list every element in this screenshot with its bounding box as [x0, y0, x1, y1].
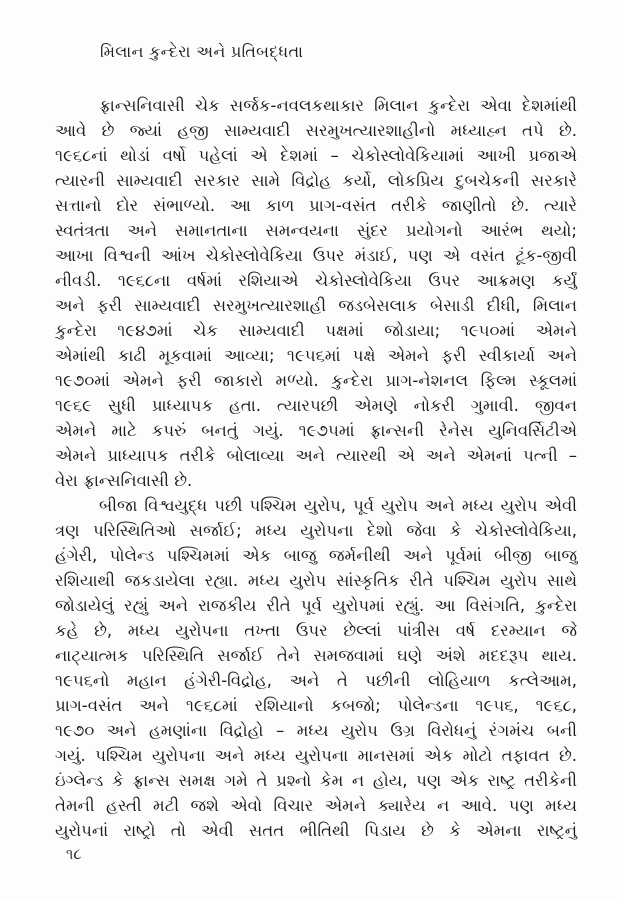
text-line: ઇંગ્લેન્ડ કે ફ્રાન્સ સમક્ષ ગમે તે પ્રશ્નો કેમ ન હોય, પણ એક રાષ્ટ્ર તરીકેની — [55, 771, 577, 790]
text-line: એમને પ્રાધ્યાપક તરીકે બોલાવ્યા અને ત્યારથી એ અને એમનાં પત્ની – — [55, 446, 577, 465]
text-line: અને ફરી સામ્યવાદી સરમુખત્યારશાહી જડબેસલાક બેસાડી દીધી, મિલાન — [55, 296, 577, 315]
page-number: ૧૮ — [66, 845, 82, 863]
text-line: બીજા વિશ્વયુદ્ધ પછી પશ્ચિમ યુરોપ, પૂર્વ યુરોપ અને મધ્ય યુરોપ એવી — [99, 496, 577, 515]
paragraph-2 — [55, 493, 577, 843]
text-line: પ્રાગ-વસંત અને ૧૯૬૮માં રશિયાનો કબજો; પોલેન્ડના ૧૯૫૬, ૧૯૬૮, — [55, 696, 577, 715]
text-line: રશિયાથી જકડાયેલા રહ્યા. મધ્ય યુરોપ સાંસ્કૃતિક રીતે પશ્ચિમ યુરોપ સાથે — [55, 571, 577, 590]
text-line: ૧૯૬૯ સુધી પ્રાધ્યાપક હતા. ત્યારપછી એમણે નોકરી ગુમાવી. જીવન — [55, 396, 577, 415]
text-line: નીવડી. ૧૯૬૮ના વર્ષમાં રશિયાએ ચેકોસ્લોવેકિયા ઉપર આક્રમણ કર્યું — [55, 271, 577, 290]
text-line: ૧૯૭૦માં એમને ફરી જાકારો મળ્યો. કુન્દેરા પ્રાગ-નેશનલ ફિલ્મ સ્કૂલમાં — [55, 371, 577, 390]
text-line: આવે છે જ્યાં હજી સામ્યવાદી સરમુખત્યારશાહીનો મધ્યાહ્ન તપે છે. — [55, 121, 577, 140]
text-line: ત્રણ પરિસ્થિતિઓ સર્જાઈ; મધ્ય યુરોપના દેશો જેવા કે ચેકોસ્લોવેકિયા, — [55, 521, 577, 540]
text-line: જોડાયેલું રહ્યું અને રાજકીય રીતે પૂર્વ યુરોપમાં રહ્યું. આ વિસંગતિ, કુન્દેરા — [55, 596, 577, 615]
text-line: ૧૯૭૦ અને હમણાંના વિદ્રોહો – મધ્ય યુરોપ ઉગ્ર વિરોધનું રંગમંચ બની — [55, 721, 577, 740]
text-line: સત્તાનો દોર સંભાળ્યો. આ કાળ પ્રાગ-વસંત તરીકે જાણીતો છે. ત્યારે — [55, 196, 577, 215]
text-line: તેમની હસ્તી મટી જશે એવો વિચાર એમને ક્યારેય ન આવે. પણ મધ્ય — [55, 796, 577, 815]
text-line: યુરોપનાં રાષ્ટ્રો તો એવી સતત ભીતિથી પિડાય છે કે એમના રાષ્ટ્રનું — [55, 821, 577, 840]
text-line: કુન્દેરા ૧૯૪૭માં ચેક સામ્યવાદી પક્ષમાં જોડાયા; ૧૯૫૦માં એમને — [55, 321, 577, 340]
text-line: ફ્રાન્સનિવાસી ચેક સર્જક-નવલકથાકાર મિલાન કુન્દેરા એવા દેશમાંથી — [99, 96, 577, 115]
text-line: કહે છે, મધ્ય યુરોપના તખ્તા ઉપર છેલ્લાં પાંત્રીસ વર્ષ દરમ્યાન જે — [55, 621, 577, 640]
body-text — [55, 93, 577, 843]
chapter-title: મિલાન કુન્દેરા અને પ્રતિબદ્ધતા — [100, 42, 304, 61]
text-line: વેરા ફ્રાન્સનિવાસી છે. — [55, 471, 193, 490]
text-line: એમને માટે કપરું બનતું ગયું. ૧૯૭૫માં ફ્રાન્સની રેનેસ યુનિવર્સિટીએ — [55, 421, 577, 440]
text-line: એમાંથી કાઢી મૂકવામાં આવ્યા; ૧૯૫૬માં પક્ષે એમને ફરી સ્વીકાર્યા અને — [55, 346, 577, 365]
text-line: ૧૯૫૬નો મહાન હંગેરી-વિદ્રોહ, અને તે પછીની લોહિયાળ કત્લેઆમ, — [55, 671, 577, 690]
text-line: ૧૯૬૮નાં થોડાં વર્ષો પહેલાં એ દેશમાં – ચેકોસ્લોવેકિયામાં આખી પ્રજાએ — [55, 146, 577, 165]
text-line: હંગેરી, પોલેન્ડ પશ્ચિમમાં એક બાજુ જર્મનીથી અને પૂર્વમાં બીજી બાજુ — [55, 546, 577, 565]
paragraph-1 — [55, 93, 577, 493]
text-line: ગયું. પશ્ચિમ યુરોપના અને મધ્ય યુરોપના માનસમાં એક મોટો તફાવત છે. — [55, 746, 577, 765]
text-line: નાટ્યાત્મક પરિસ્થિતિ સર્જાઈ તેને સમજવામાં ઘણે અંશે મદદરૂપ થાય. — [55, 646, 577, 665]
text-line: સ્વતંત્રતા અને સમાનતાના સમન્વયના સુંદર પ્રયોગનો આરંભ થયો; — [55, 221, 577, 240]
text-line: આખા વિશ્વની આંખ ચેકોસ્લોવેકિયા ઉપર મંડાઈ, પણ એ વસંત ટૂંક-જીવી — [55, 246, 577, 265]
text-line: ત્યારની સામ્યવાદી સરકાર સામે વિદ્રોહ કર્યો, લોકપ્રિય દુબચેકની સરકારે — [55, 171, 577, 190]
